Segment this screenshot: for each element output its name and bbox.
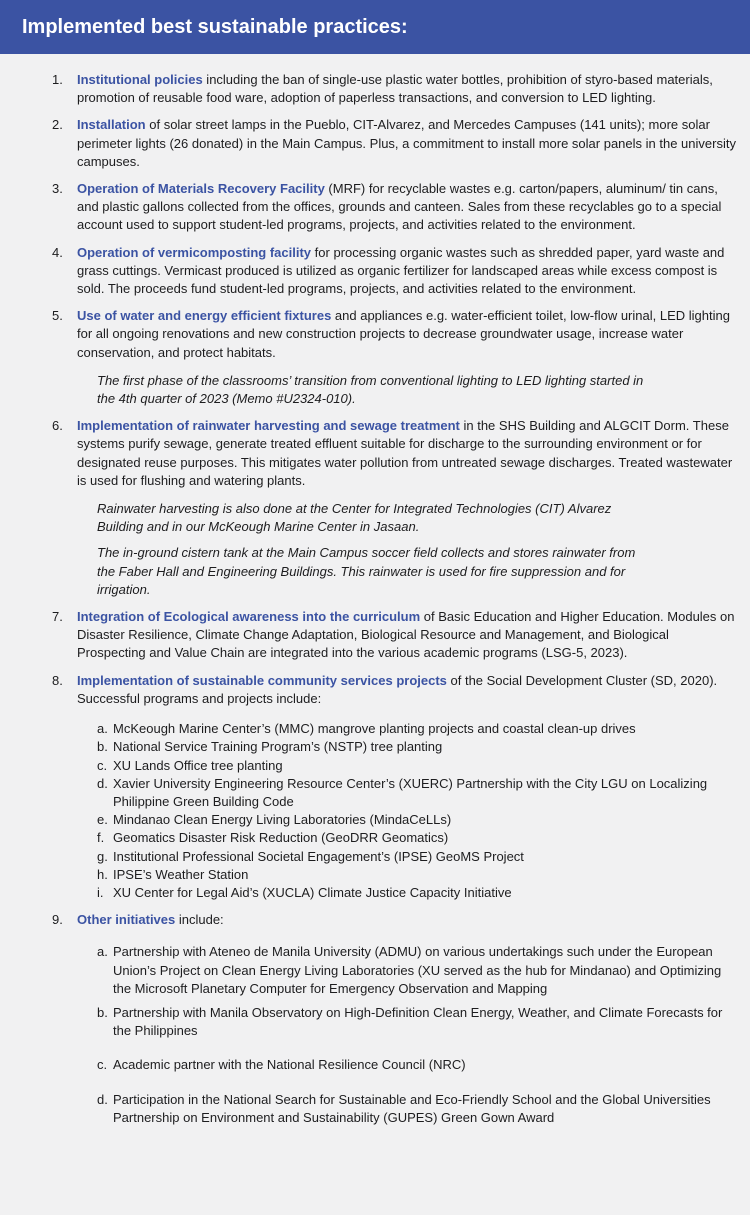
- item-text: of solar street lamps in the Pueblo, CIT-Alvarez, and Mercedes Campuses (141 units); more solar perimeter lights (26 donated) in the Main Campus. Plus, a commitment to install more solar panels in the university campuses.: [77, 117, 736, 169]
- sub-list-item: [97, 720, 738, 738]
- item-text: include:: [175, 912, 224, 928]
- sub-item-text: Partnership with Ateneo de Manila University (ADMU) on various undertakings such under the European Union’s Project on Clean Energy Living Laboratories (XU served as the hub for Mindanao) and Optimizing the Microsoft Planetary Computer for Emergency Observation and Mapping: [113, 944, 722, 996]
- list-item: [52, 244, 738, 299]
- item-text: including the ban of single-use plastic water bottles, prohibition of styro-based materials, promotion of reusable food ware, adoption of paperless transactions, and conversion to LED lighting.: [77, 72, 713, 106]
- item-number: 6.: [52, 418, 63, 434]
- content: [0, 54, 750, 1127]
- item-number: 4.: [52, 244, 63, 260]
- italic-note: The in-ground cistern tank at the Main Campus soccer field collects and stores rainwater from the Faber Hall and Engineering Buildings. This rainwater is used for fire suppression and for irrigation.: [97, 545, 636, 597]
- sub-item-text: McKeough Marine Center’s (MMC) mangrove planting projects and coastal clean-up drives: [113, 721, 636, 737]
- item-number: 7.: [52, 609, 63, 625]
- sub-item-letter: b.: [97, 1004, 108, 1020]
- sub-list: [97, 943, 738, 1127]
- list-item: [52, 71, 738, 107]
- sub-item-letter: e.: [97, 812, 108, 828]
- item-text: and appliances e.g. water-efficient toilet, low-flow urinal, LED lighting for all ongoing renovations and new construction projects to decrease groundwater usage, increase water conservation, and protect habitats.: [77, 308, 730, 360]
- sub-item-text: XU Lands Office tree planting: [113, 757, 283, 773]
- item-highlight: Operation of Materials Recovery Facility: [77, 181, 325, 197]
- list-item: [52, 911, 738, 1127]
- sub-list-item: [97, 884, 738, 902]
- item-highlight: Implementation of rainwater harvesting and sewage treatment: [77, 418, 460, 434]
- italic-note: The first phase of the classrooms’ transition from conventional lighting to LED lighting started in the 4th quarter of 2023 (Memo #U2324-010).: [97, 372, 644, 407]
- item-highlight: Implementation of sustainable community services projects: [77, 672, 447, 688]
- list-item: [52, 116, 738, 171]
- list-item: [52, 180, 738, 235]
- sub-list-item: [97, 775, 738, 811]
- sub-item-text: Partnership with Manila Observatory on High-Definition Clean Energy, Weather, and Climate Forecasts for the Philippines: [113, 1004, 723, 1039]
- sub-item-letter: f.: [97, 830, 105, 846]
- item-text: of Basic Education and Higher Education. Modules on Disaster Resilience, Climate Change Adaptation, Biological Resource and Management, and Biological Prospecting and Value Chain are integrated into the various academic programs (LSG-5, 2023).: [77, 609, 735, 661]
- sub-item-text: Academic partner with the National Resilience Council (NRC): [113, 1057, 466, 1073]
- sub-item-letter: d.: [97, 775, 108, 791]
- sub-list-item: [97, 1091, 738, 1127]
- list-item: [52, 672, 738, 902]
- sub-list-item: [97, 1004, 738, 1040]
- item-number: 3.: [52, 181, 63, 197]
- item-text: of the Social Development Cluster (SD, 2020). Successful programs and projects include:: [77, 672, 718, 706]
- sub-item-letter: a.: [97, 944, 108, 960]
- item-highlight: Operation of vermicomposting facility: [77, 244, 312, 260]
- item-text: in the SHS Building and ALGCIT Dorm. These systems purify sewage, generate treated effluent suitable for discharge to the surrounding environment or for designated reuse purposes. This mitigates water pollution from untreated sewage discharges. Treated wastewater is used for flushing and watering plants.: [77, 418, 733, 488]
- item-number: 5.: [52, 308, 63, 324]
- italic-note: Rainwater harvesting is also done at the Center for Integrated Technologies (CIT) Alvarez Building and in our McKeough Marine Center in Jasaan.: [97, 501, 612, 535]
- item-highlight: Use of water and energy efficient fixtures: [77, 308, 332, 324]
- sub-item-text: Xavier University Engineering Resource Center’s (XUERC) Partnership with the City LGU on Localizing Philippine Green Building Code: [113, 775, 708, 809]
- sub-list-item: [97, 866, 738, 884]
- sub-list-item: [97, 829, 738, 847]
- item-highlight: Institutional policies: [77, 72, 203, 87]
- sub-item-letter: c.: [97, 757, 108, 773]
- sub-list: [97, 720, 738, 902]
- sub-list-item: [97, 1056, 738, 1074]
- sub-item-text: Geomatics Disaster Risk Reduction (GeoDRR Geomatics): [113, 830, 449, 846]
- sub-item-text: IPSE’s Weather Station: [113, 866, 249, 882]
- sub-item-letter: a.: [97, 721, 108, 737]
- item-text: (MRF) for recyclable wastes e.g. carton/papers, aluminum/ tin cans, and plastic gallons collected from the offices, grounds and canteen. Sales from these recyclables go to a special account used to support student-led programs, projects, and activities related to the environment.: [77, 181, 722, 233]
- item-number: 1.: [52, 72, 63, 87]
- practices-list: [52, 71, 738, 1127]
- sub-item-letter: g.: [97, 848, 108, 864]
- sub-item-letter: h.: [97, 866, 108, 882]
- sub-item-text: National Service Training Program’s (NSTP) tree planting: [113, 739, 443, 755]
- sub-item-letter: d.: [97, 1091, 108, 1107]
- sub-list-item: [97, 811, 738, 829]
- sub-list-item: [97, 757, 738, 775]
- sub-list-item: [97, 943, 738, 998]
- item-text: for processing organic wastes such as shredded paper, yard waste and grass cuttings. Vermicast produced is utilized as organic fertilizer for landscaped areas while excess compost is sold. The proceeds fund student-led programs, projects, and activities related to the environment.: [77, 244, 725, 297]
- item-number: 8.: [52, 672, 63, 688]
- header-bar: [0, 0, 750, 54]
- sub-item-text: Mindanao Clean Energy Living Laboratories (MindaCeLLs): [113, 812, 452, 828]
- sub-item-text: Participation in the National Search for Sustainable and Eco-Friendly School and the Global Universities Partnership on Environment and Sustainability (GUPES) Green Gown Award: [113, 1091, 711, 1125]
- sub-list-item: [97, 738, 738, 756]
- sub-list-item: [97, 848, 738, 866]
- sub-item-letter: b.: [97, 739, 108, 755]
- item-highlight: Other initiatives: [77, 912, 176, 928]
- page-title: Implemented best sustainable practices:: [22, 15, 408, 38]
- list-item: [52, 417, 738, 599]
- item-highlight: Installation: [77, 117, 146, 133]
- item-number: 9.: [52, 912, 63, 928]
- sub-item-text: Institutional Professional Societal Engagement’s (IPSE) GeoMS Project: [113, 848, 524, 864]
- sub-item-letter: c.: [97, 1057, 108, 1073]
- list-item: [52, 307, 738, 408]
- item-highlight: Integration of Ecological awareness into the curriculum: [77, 609, 421, 625]
- item-number: 2.: [52, 117, 63, 133]
- sub-item-text: XU Center for Legal Aid’s (XUCLA) Climate Justice Capacity Initiative: [113, 884, 512, 900]
- list-item: [52, 608, 738, 663]
- sub-item-letter: i.: [97, 884, 104, 900]
